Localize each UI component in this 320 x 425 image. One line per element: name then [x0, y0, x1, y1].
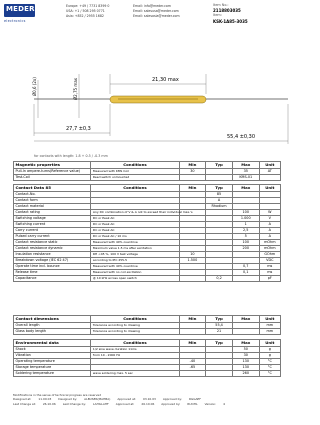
- conditions-header: Conditions: [91, 162, 179, 169]
- param-name: Insulation resistance: [14, 251, 91, 257]
- column-header: Min: [179, 316, 206, 323]
- param-name: Contact resistance dynamic: [14, 245, 91, 251]
- param-name: Shock: [14, 346, 91, 352]
- value-min: [179, 370, 206, 376]
- param-condition: Measured with 40% overdrive: [91, 263, 179, 269]
- value-min: [179, 275, 206, 281]
- value-unit: mOhm: [259, 245, 280, 251]
- column-header: Unit: [259, 185, 280, 192]
- value-max: 1.000: [232, 215, 259, 221]
- column-header: Max: [232, 162, 259, 169]
- param-name: Operating temperature: [14, 358, 91, 364]
- param-condition: according to IEC 255-5: [91, 257, 179, 263]
- value-max: 260: [232, 370, 259, 376]
- conditions-header: Conditions: [91, 340, 179, 347]
- value-unit: AT: [259, 168, 280, 174]
- value-min: 1.500: [179, 257, 206, 263]
- param-condition: from 10 - 2000 Hz: [91, 352, 179, 358]
- document-footer: [13, 393, 287, 406]
- item-label: Item:: [213, 13, 222, 18]
- dim-lead-length: 27,7 ±0,3: [66, 126, 91, 132]
- value-typ: 21: [206, 328, 233, 334]
- value-unit: A: [259, 221, 280, 227]
- value-typ: [206, 370, 233, 376]
- value-unit: VDC: [259, 257, 280, 263]
- param-name: Vibration: [14, 352, 91, 358]
- item-no-value: 2118803035: [213, 8, 241, 14]
- spec-table-3: [13, 339, 281, 377]
- contact-usa: USA: +1 / 508 295 0771: [66, 9, 105, 14]
- value-max: 200: [232, 245, 259, 251]
- contact-asia: Asia: +852 / 2955 1682: [66, 14, 104, 19]
- value-max: 0,1: [232, 269, 259, 275]
- section-title: Environmental data: [14, 340, 91, 347]
- value-max: 50: [232, 346, 259, 352]
- value-max: 130: [232, 358, 259, 364]
- column-header: Unit: [259, 340, 280, 347]
- value-max: [232, 328, 259, 334]
- param-condition: wave soldering max. 5 sec: [91, 370, 179, 376]
- dim-total-length: 55,4 ±0,30: [227, 134, 256, 140]
- drawing-note: for contacts with length: 1.8 + 0.5 / -0.3 mm: [34, 154, 108, 158]
- param-condition: Maximum value 1.5 ms after excitation: [91, 245, 179, 251]
- table-header-row: [14, 185, 281, 192]
- value-unit: g: [259, 352, 280, 358]
- contact-europe: Europe: +49 / 7731 8399 0: [66, 4, 110, 8]
- value-unit: °C: [259, 370, 280, 376]
- item-info: [213, 3, 293, 24]
- value-max: 30: [232, 352, 259, 358]
- footer-row-design: Designed at: 11.09.03 Designed by: ALBUSER(MAHBA) Approved at: 03.10.03 Approved by: RGGAEF: [13, 397, 201, 402]
- param-condition: Measured with no coil excitation: [91, 269, 179, 275]
- param-name: Test-Coil: [14, 174, 91, 180]
- param-name: Carry current: [14, 227, 91, 233]
- value-unit: A: [259, 233, 280, 239]
- dim-glass-diameter: Ø2,75 max: [73, 77, 78, 100]
- value-unit: ms: [259, 263, 280, 269]
- value-unit: pF: [259, 275, 280, 281]
- item-value: KSK-1A85-3035: [213, 18, 248, 24]
- value-max: 0,7: [232, 263, 259, 269]
- value-typ: 85: [206, 191, 233, 197]
- param-name: Contact form: [14, 197, 91, 203]
- value-max: 2,5: [232, 227, 259, 233]
- logo-subtitle: electronics: [4, 19, 26, 23]
- reed-switch-drawing: [0, 44, 300, 158]
- param-condition: RH <45 %, 100 V test voltage: [91, 251, 179, 257]
- param-condition: Tolerance according to drawing: [91, 322, 179, 328]
- conditions-header: Conditions: [91, 185, 179, 192]
- column-header: Max: [232, 340, 259, 347]
- param-condition: @ 10 kHz across open switch: [91, 275, 179, 281]
- value-max: 100: [232, 239, 259, 245]
- spec-table-2: [13, 315, 281, 335]
- item-no-label: Item No.:: [213, 3, 229, 7]
- column-header: Unit: [259, 316, 280, 323]
- value-max: 5: [232, 233, 259, 239]
- param-name: Contact-No.: [14, 191, 91, 197]
- param-condition: Tolerance according to drawing: [91, 328, 179, 334]
- value-unit: °C: [259, 358, 280, 364]
- value-min: -65: [179, 364, 206, 370]
- value-typ: [206, 174, 233, 180]
- column-header: Max: [232, 316, 259, 323]
- dim-glass-length: 21,30 max: [152, 77, 179, 83]
- value-min: [179, 328, 206, 334]
- column-header: Max: [232, 185, 259, 192]
- column-header: Typ: [206, 316, 233, 323]
- column-header: Min: [179, 162, 206, 169]
- value-unit: [259, 174, 280, 180]
- value-max: 1: [232, 221, 259, 227]
- value-unit: mm: [259, 322, 280, 328]
- param-condition: 1/2 sine wave duration 11ms: [91, 346, 179, 352]
- footer-disclaimer: Modifications in the sense of technical progress are reserved: [13, 393, 102, 397]
- value-max: 35: [232, 168, 259, 174]
- column-header: Unit: [259, 162, 280, 169]
- spec-table-1: [13, 184, 281, 282]
- param-condition: Any DC combination of V & A not to exceed their individual max.'s: [92, 209, 193, 214]
- value-typ: 55,4: [206, 322, 233, 328]
- value-unit: mOhm: [259, 239, 280, 245]
- value-min: 10: [179, 251, 206, 257]
- table-row: [14, 275, 281, 281]
- value-unit: W: [259, 209, 280, 215]
- value-unit: ms: [259, 269, 280, 275]
- dim-diameter: Ø0,6 (2x): [32, 77, 37, 96]
- param-condition: DC or Peak AC: [91, 227, 179, 233]
- value-min: [179, 174, 206, 180]
- param-name: Contact material: [14, 203, 91, 209]
- param-name: Operate time incl. bounce: [14, 263, 91, 269]
- column-header: Min: [179, 340, 206, 347]
- value-unit: °C: [259, 364, 280, 370]
- column-header: Typ: [206, 185, 233, 192]
- value-typ: Rhodium: [206, 203, 233, 209]
- param-name: Soldering temperature: [14, 370, 91, 376]
- value-unit: A: [259, 227, 280, 233]
- value-unit: mm: [259, 328, 280, 334]
- document-header: [0, 0, 300, 42]
- value-max: 100: [232, 209, 259, 215]
- table-header-row: [14, 316, 281, 323]
- column-header: Min: [179, 185, 206, 192]
- param-name: Storage temperature: [14, 364, 91, 370]
- table-row: [14, 370, 281, 376]
- table-header-row: [14, 340, 281, 347]
- param-condition: DC or Peak AC / 10 ms: [91, 233, 179, 239]
- param-name: Switching current: [14, 221, 91, 227]
- param-condition: DC or Peak AC: [91, 215, 179, 221]
- glass-body: [110, 96, 206, 103]
- value-max: 130: [232, 364, 259, 370]
- email-usa: Email: salesusa@meder.com: [133, 9, 179, 14]
- email-asia: Email: salesasia@meder.com: [133, 14, 180, 19]
- value-unit: V: [259, 215, 280, 221]
- footer-row-change: Last Change at: 26.10.06 Last Change by: LAHILLAHF Approved at: 26.10.06 Approved by: RUOHL Version: 4: [13, 401, 226, 406]
- value-typ: 0,2: [206, 275, 233, 281]
- spec-table-0: [13, 161, 281, 181]
- param-condition: Reed switch unmounted: [91, 174, 179, 180]
- column-header: Typ: [206, 340, 233, 347]
- value-min: 30: [179, 168, 206, 174]
- conditions-header: Conditions: [91, 316, 179, 323]
- param-name: Glass body length: [14, 328, 91, 334]
- param-condition: DC or Peak AC: [91, 221, 179, 227]
- param-name: Contact resistance static: [14, 239, 91, 245]
- param-name: Pulsed carry current: [14, 233, 91, 239]
- table-row: [14, 328, 281, 334]
- contact-phones: [66, 4, 109, 20]
- param-name: Capacitance: [14, 275, 91, 281]
- table-header-row: [14, 162, 281, 169]
- meder-logo: [4, 4, 35, 17]
- param-name: Contact rating: [14, 209, 91, 215]
- param-condition: Measured with 40% overdrive: [91, 239, 179, 245]
- section-title: Magnetic properties: [14, 162, 91, 169]
- param-name: Overall length: [14, 322, 91, 328]
- table-row: [14, 174, 281, 180]
- param-name: Pull-In ampere-turns(Reference value): [14, 168, 91, 174]
- value-max: KMS-01: [232, 174, 259, 180]
- section-title: Contact Data 85: [14, 185, 91, 192]
- email-europe: Email: info@meder.com: [133, 4, 171, 8]
- column-header: Typ: [206, 162, 233, 169]
- value-min: -40: [179, 358, 206, 364]
- param-name: Release time: [14, 269, 91, 275]
- value-max: [232, 275, 259, 281]
- section-title: Contact dimensions: [14, 316, 91, 323]
- value-typ: A: [206, 197, 233, 203]
- logo-name: MEDER: [6, 5, 35, 13]
- param-name: Switching voltage: [14, 215, 91, 221]
- value-unit: g: [259, 346, 280, 352]
- contact-emails: [133, 4, 180, 20]
- value-unit: GOhm: [259, 251, 280, 257]
- param-name: Breakdown voltage (IEC 62 47): [14, 257, 91, 263]
- param-condition: Measured with KMS Coil: [91, 168, 179, 174]
